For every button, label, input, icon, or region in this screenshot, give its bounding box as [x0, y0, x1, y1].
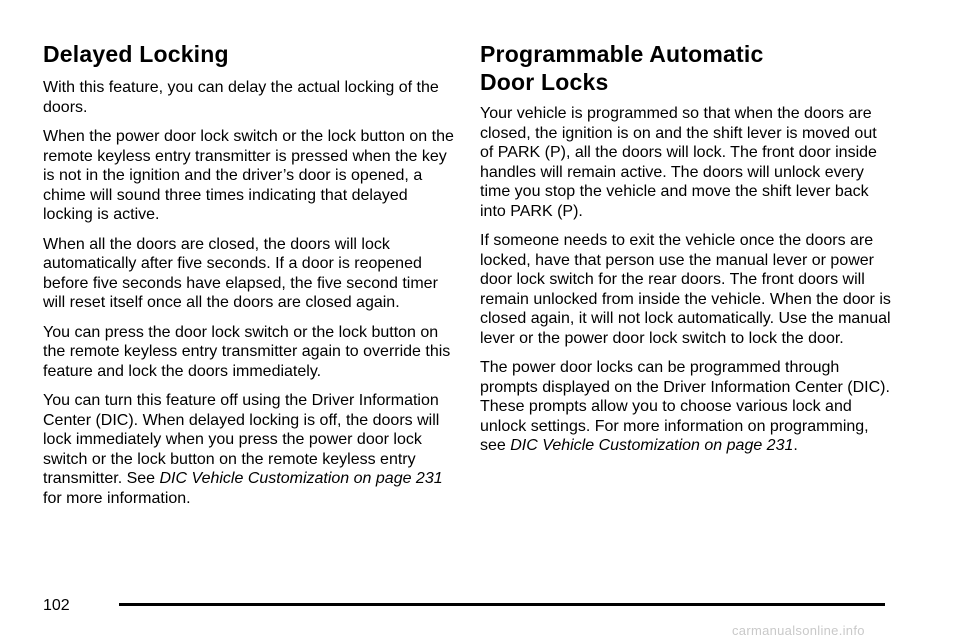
- section-title-programmable-automatic-door-locks: [480, 40, 894, 96]
- section-title-delayed-locking: Delayed Locking: [43, 41, 229, 67]
- paragraph-text: .: [793, 437, 798, 454]
- paragraph: [43, 391, 455, 508]
- paragraph: You can press the door lock switch or the lock button on the remote keyless entry transmitter again to override this feature and lock the doors immediately.: [43, 323, 451, 380]
- paragraph: When all the doors are closed, the doors will lock automatically after five seconds. If a door is reopened before five seconds have elapsed, the five second timer will reset itself once all the doors are closed again.: [43, 235, 438, 311]
- title-line: Programmable Automatic: [480, 41, 764, 67]
- right-column: [480, 40, 894, 466]
- title-line: Door Locks: [480, 69, 609, 95]
- page-number: 102: [43, 597, 70, 614]
- paragraph-text: The power door locks can be programmed through prompts displayed on the Driver Information Center (DIC). These prompts allow you to choose various lock and unlock settings. For more information on programming, see: [480, 359, 890, 454]
- paragraph-text: You can turn this feature off using the Driver Information Center (DIC). When delayed locking is off, the doors will lock immediately when you press the power door lock switch or the lock button on the remote keyless entry transmitter. See: [43, 392, 440, 487]
- paragraph: With this feature, you can delay the actual locking of the doors.: [43, 79, 439, 116]
- cross-reference-link[interactable]: DIC Vehicle Customization on page 231: [510, 437, 794, 454]
- paragraph: When the power door lock switch or the lock button on the remote keyless entry transmitter is pressed when the key is not in the ignition and the driver’s door is opened, a chime will sound three times indicating that delayed locking is active.: [43, 128, 454, 223]
- paragraph: Your vehicle is programmed so that when the doors are closed, the ignition is on and the shift lever is moved out of PARK (P), all the doors will lock. The front door inside handles will remain active. The doors will unlock every time you stop the vehicle and move the shift lever back into PARK (P).: [480, 105, 877, 220]
- left-column: [43, 40, 455, 518]
- footer-rule: [119, 603, 885, 606]
- paragraph: [480, 358, 894, 456]
- paragraph-text: for more information.: [43, 489, 191, 507]
- paragraph: If someone needs to exit the vehicle once the doors are locked, have that person use the manual lever or power door lock switch for the rear doors. The front doors will remain unlocked from inside the vehicle. When the door is closed again, it will not lock automatically. Use the manual lever or the power door lock switch to lock the door.: [480, 232, 891, 347]
- watermark: carmanualsonline.info: [732, 623, 865, 638]
- cross-reference-link[interactable]: DIC Vehicle Customization on page 231: [159, 470, 443, 487]
